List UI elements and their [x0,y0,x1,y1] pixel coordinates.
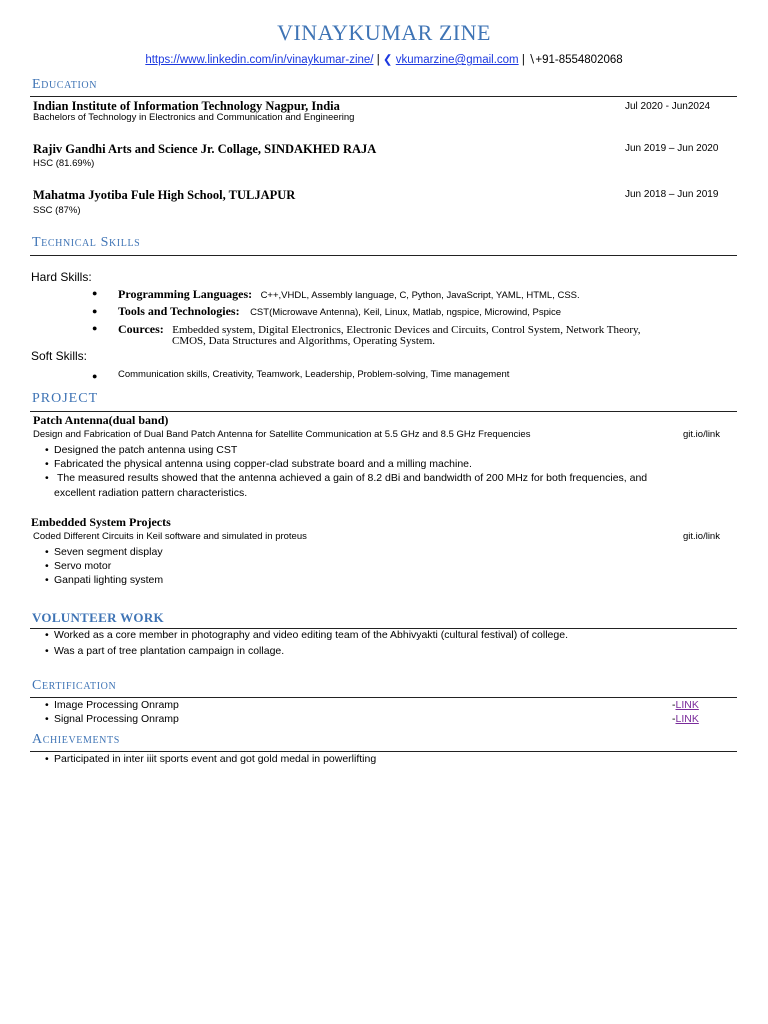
bullet-icon: ● [92,306,98,316]
bullet-icon: • [45,629,49,641]
section-divider [30,411,737,412]
project-bullet: Seven segment display [54,546,163,558]
project-link[interactable]: git.io/link [683,531,720,542]
education-date: Jun 2019 – Jun 2020 [625,143,719,154]
soft-skills-value: Communication skills, Creativity, Teamwork, Leadership, Problem-solving, Time management [118,369,510,380]
bullet-icon: • [45,546,49,558]
section-divider [30,697,737,698]
certification-link-row [672,713,699,725]
bullet-icon: ● [92,288,98,298]
dash: - [672,713,676,725]
achievement-bullet: Participated in inter iiit sports event and got gold medal in powerlifting [54,753,377,765]
phone-icon: ∖ [528,54,536,66]
project-heading: PROJECT [32,391,99,406]
separator: | [521,54,525,66]
project-bullet: Fabricated the physical antenna using copper-clad substrate board and a milling machine. [54,458,472,470]
project-bullet: Designed the patch antenna using CST [54,444,238,456]
email-icon: ❮ [382,54,393,66]
project-bullet-continued: excellent radiation pattern characteristics. [54,487,248,499]
education-detail: HSC (81.69%) [33,158,95,169]
skill-value: Embedded system, Digital Electronics, Electronic Devices and Circuits, Control System, Network Theory, [172,324,641,336]
certification-heading: Certification [32,678,117,693]
soft-skills-label: Soft Skills: [31,349,88,363]
linkedin-link[interactable]: https://www.linkedin.com/in/vinaykumar-zine/ [145,54,374,66]
bullet-icon: • [45,574,49,586]
contact-line [0,52,768,66]
bullet-icon: • [45,713,49,725]
education-heading: Education [32,77,98,92]
bullet-icon: • [45,444,49,456]
bullet-icon: • [45,560,49,572]
section-divider [30,96,737,97]
volunteer-bullet: Worked as a core member in photography and video editing team of the Abhivyakti (cultural festival) of college. [54,629,568,641]
section-divider [30,255,737,256]
education-school: Indian Institute of Information Technology Nagpur, India [33,99,340,113]
hard-skills-label: Hard Skills: [31,270,92,284]
bullet-icon: • [45,753,49,765]
project-name: Embedded System Projects [31,515,171,529]
bullet-icon: • [45,699,49,711]
skill-value: CST(Microwave Antenna), Keil, Linux, Matlab, ngspice, Microwind, Pspice [250,307,562,318]
certification-name: Signal Processing Onramp [54,713,179,725]
skill-label: Programming Languages: [118,287,253,301]
project-description: Design and Fabrication of Dual Band Patch Antenna for Satellite Communication at 5.5 GHz and 8.5 GHz Frequencies [33,429,531,440]
skill-label: Cources: [118,322,164,336]
certification-name: Image Processing Onramp [54,699,179,711]
project-bullet: Ganpati lighting system [54,574,164,586]
education-detail: SSC (87%) [33,205,81,216]
resume-name: VINAYKUMAR ZINE [277,20,491,45]
email-link[interactable]: vkumarzine@gmail.com [395,54,519,66]
bullet-icon: ● [92,371,98,381]
certification-link-row [672,699,699,711]
skill-value-continued: CMOS, Data Structures and Algorithms, Operating System. [172,335,436,347]
project-name: Patch Antenna(dual band) [33,413,169,427]
bullet-icon: ● [92,323,98,333]
skill-label: Tools and Technologies: [118,304,240,318]
education-school: Mahatma Jyotiba Fule High School, TULJAPUR [33,188,296,202]
education-date: Jun 2018 – Jun 2019 [625,189,719,200]
bullet-icon: • [45,458,49,470]
volunteer-bullet: Was a part of tree plantation campaign in collage. [54,645,285,657]
education-school: Rajiv Gandhi Arts and Science Jr. Collage, SINDAKHED RAJA [33,142,377,156]
project-bullet: The measured results showed that the antenna achieved a gain of 8.2 dBi and bandwidth of 200 MHz for both frequencies, and [57,472,648,484]
phone-number: +91-8554802068 [535,54,623,66]
bullet-icon: • [45,472,49,484]
certification-link[interactable]: LINK [675,713,699,725]
bullet-icon: • [45,645,49,657]
skill-value: C++,VHDL, Assembly language, C, Python, JavaScript, YAML, HTML, CSS. [260,290,580,301]
project-bullet: Servo motor [54,560,112,572]
education-detail: Bachelors of Technology in Electronics and Communication and Engineering [33,112,355,123]
section-divider [30,751,737,752]
separator: | [376,54,380,66]
skills-heading: Technical Skills [32,235,141,250]
dash: - [672,699,676,711]
education-date: Jul 2020 - Jun2024 [625,101,711,112]
certification-link[interactable]: LINK [675,699,699,711]
achievements-heading: Achievements [32,732,120,747]
skill-row [118,302,561,320]
project-link[interactable]: git.io/link [683,429,720,440]
volunteer-heading: VOLUNTEER WORK [32,610,164,625]
project-description: Coded Different Circuits in Keil software and simulated in proteus [33,531,307,542]
skill-row [118,285,580,303]
